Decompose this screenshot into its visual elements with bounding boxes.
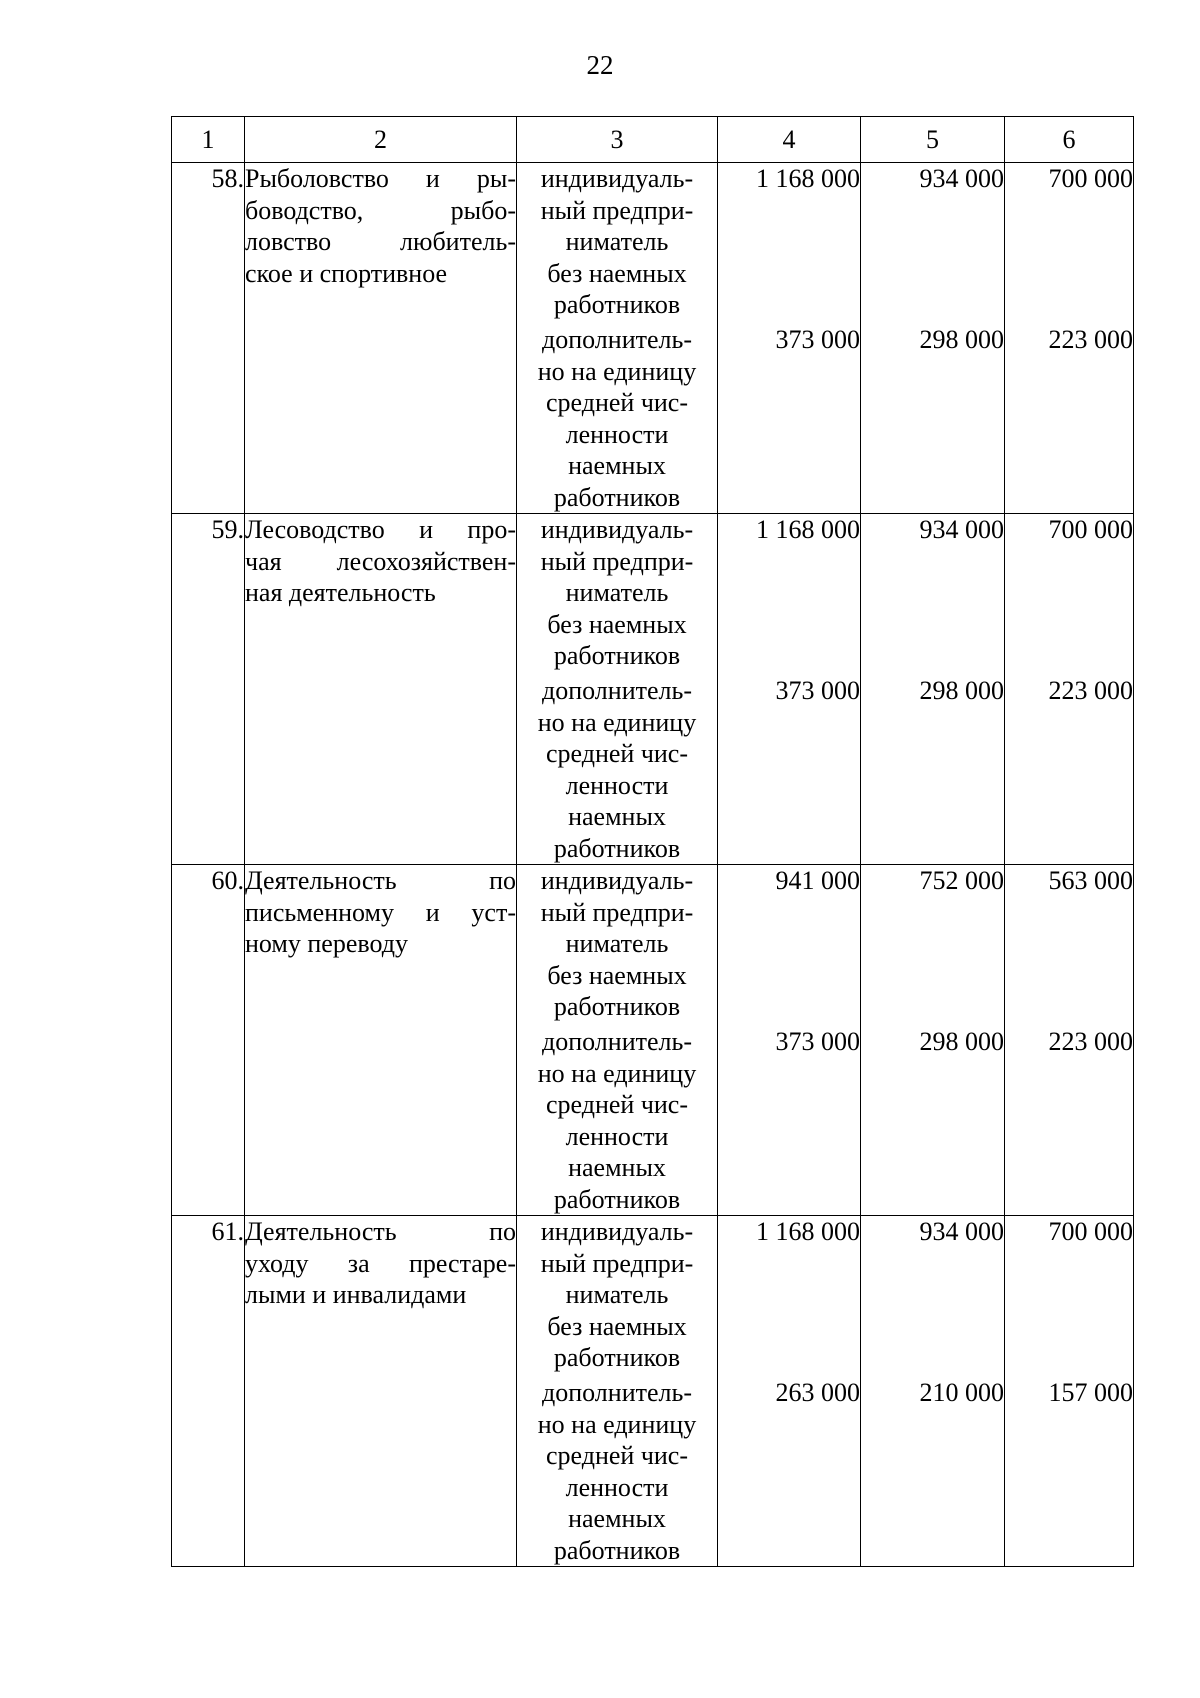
category-line: без наемных	[547, 609, 687, 639]
table-row	[172, 514, 1134, 865]
category-line: ниматель	[565, 929, 669, 958]
category-line: ленности	[565, 419, 669, 449]
category-line: ный предпри-	[540, 1248, 694, 1278]
income-value: 700 000	[1048, 164, 1133, 193]
value-col-6	[1005, 865, 1134, 1216]
activity-name-line: ское и спортивное	[245, 258, 448, 288]
category-per-employee	[517, 1377, 717, 1566]
activity-name-line: Деятельность по	[245, 866, 516, 895]
category-line: дополнитель-	[542, 325, 692, 354]
category-line: дополнитель-	[542, 1378, 692, 1407]
row-number: 61.	[172, 1216, 245, 1567]
income-value: 700 000	[1048, 1217, 1133, 1246]
income-value: 700 000	[1048, 515, 1133, 544]
category-line: индивидуаль-	[540, 515, 694, 544]
category-line: но на единицу	[537, 707, 697, 737]
value-col-6	[1005, 163, 1134, 514]
income-value: 298 000	[919, 1027, 1004, 1056]
category-no-employees	[517, 163, 717, 320]
category-line: индивидуаль-	[540, 1217, 694, 1246]
activity-name-line: письменному и уст-	[245, 897, 516, 927]
activity-name-line: уходу за престаре-	[245, 1248, 516, 1278]
category-line: средней чис-	[545, 1441, 689, 1470]
value-col-4	[718, 1216, 861, 1567]
value-col-6	[1005, 514, 1134, 865]
category-line: работников	[553, 1184, 681, 1214]
category-line: наемных	[568, 802, 666, 831]
income-value: 934 000	[919, 515, 1004, 544]
row-number: 58.	[172, 163, 245, 514]
category-line: работников	[553, 290, 681, 319]
header-cell-5: 5	[861, 117, 1005, 163]
tax-rate-table	[171, 116, 1134, 1567]
header-cell-1: 1	[172, 117, 245, 163]
income-value: 1 168 000	[756, 1217, 860, 1246]
category-line: работников	[553, 482, 681, 512]
value-col-4	[718, 163, 861, 514]
category-line: ленности	[565, 770, 669, 800]
category-line: без наемных	[547, 258, 687, 288]
taxpayer-category	[517, 865, 718, 1216]
income-value: 1 168 000	[756, 515, 860, 544]
row-number: 59.	[172, 514, 245, 865]
income-value: 373 000	[775, 676, 860, 705]
activity-name-line: лыми и инвалидами	[245, 1280, 467, 1309]
header-cell-6: 6	[1005, 117, 1134, 163]
category-line: работников	[553, 1535, 681, 1565]
income-value: 210 000	[919, 1378, 1004, 1407]
income-value: 934 000	[919, 164, 1004, 193]
activity-name-line: ному переводу	[245, 929, 408, 958]
row-number: 60.	[172, 865, 245, 1216]
value-col-6	[1005, 1216, 1134, 1567]
activity-name	[245, 865, 517, 1216]
category-no-employees	[517, 514, 717, 671]
category-line: без наемных	[547, 1311, 687, 1341]
taxpayer-category	[517, 514, 718, 865]
category-line: но на единицу	[537, 1409, 697, 1439]
category-line: но на единицу	[537, 1058, 697, 1088]
category-no-employees	[517, 865, 717, 1022]
category-line: дополнитель-	[542, 676, 692, 705]
income-value: 223 000	[1048, 1027, 1133, 1056]
header-cell-4: 4	[718, 117, 861, 163]
income-value: 934 000	[919, 1217, 1004, 1246]
category-line: индивидуаль-	[540, 164, 694, 193]
activity-name-line: Лесоводство и про-	[245, 515, 516, 544]
activity-name-line: боводство, рыбо-	[245, 195, 516, 225]
activity-name-line: чая лесохозяйствен-	[245, 546, 516, 576]
category-per-employee	[517, 1026, 717, 1215]
category-line: средней чис-	[545, 388, 689, 417]
table-row	[172, 163, 1134, 514]
category-line: средней чис-	[545, 739, 689, 768]
activity-name	[245, 163, 517, 514]
value-col-5	[861, 1216, 1005, 1567]
activity-name	[245, 514, 517, 865]
header-cell-3: 3	[517, 117, 718, 163]
income-value: 223 000	[1048, 676, 1133, 705]
table-header-row	[172, 117, 1134, 163]
category-line: ный предпри-	[540, 546, 694, 576]
category-line: наемных	[568, 1153, 666, 1182]
income-value: 373 000	[775, 1027, 860, 1056]
category-per-employee	[517, 324, 717, 513]
category-per-employee	[517, 675, 717, 864]
category-line: ный предпри-	[540, 195, 694, 225]
category-no-employees	[517, 1216, 717, 1373]
activity-name-line: Рыболовство и ры-	[245, 164, 516, 193]
activity-name-line: ная деятельность	[245, 578, 436, 607]
table-row	[172, 1216, 1134, 1567]
activity-name-line: ловство любитель-	[245, 227, 516, 256]
income-value: 298 000	[919, 325, 1004, 354]
value-col-4	[718, 865, 861, 1216]
income-value: 157 000	[1048, 1378, 1133, 1407]
table-row	[172, 865, 1134, 1216]
income-value: 223 000	[1048, 325, 1133, 354]
income-value: 752 000	[919, 866, 1004, 895]
income-value: 298 000	[919, 676, 1004, 705]
income-value: 263 000	[775, 1378, 860, 1407]
category-line: ленности	[565, 1121, 669, 1151]
category-line: работников	[553, 1343, 681, 1372]
category-line: дополнитель-	[542, 1027, 692, 1056]
page-number: 22	[586, 50, 614, 80]
income-value: 941 000	[775, 866, 860, 895]
activity-name-line: Деятельность по	[245, 1217, 516, 1246]
income-value: 373 000	[775, 325, 860, 354]
category-line: без наемных	[547, 960, 687, 990]
category-line: наемных	[568, 451, 666, 480]
income-value: 563 000	[1048, 866, 1133, 895]
category-line: но на единицу	[537, 356, 697, 386]
category-line: ный предпри-	[540, 897, 694, 927]
activity-name	[245, 1216, 517, 1567]
table-body	[172, 117, 1134, 1567]
category-line: индивидуаль-	[540, 866, 694, 895]
category-line: ниматель	[565, 1280, 669, 1309]
category-line: ниматель	[565, 578, 669, 607]
taxpayer-category	[517, 163, 718, 514]
category-line: ленности	[565, 1472, 669, 1502]
value-col-5	[861, 514, 1005, 865]
category-line: средней чис-	[545, 1090, 689, 1119]
value-col-4	[718, 514, 861, 865]
value-col-5	[861, 163, 1005, 514]
income-value: 1 168 000	[756, 164, 860, 193]
value-col-5	[861, 865, 1005, 1216]
category-line: наемных	[568, 1504, 666, 1533]
category-line: работников	[553, 992, 681, 1021]
category-line: работников	[553, 833, 681, 863]
category-line: ниматель	[565, 227, 669, 256]
header-cell-2: 2	[245, 117, 517, 163]
taxpayer-category	[517, 1216, 718, 1567]
category-line: работников	[553, 641, 681, 670]
